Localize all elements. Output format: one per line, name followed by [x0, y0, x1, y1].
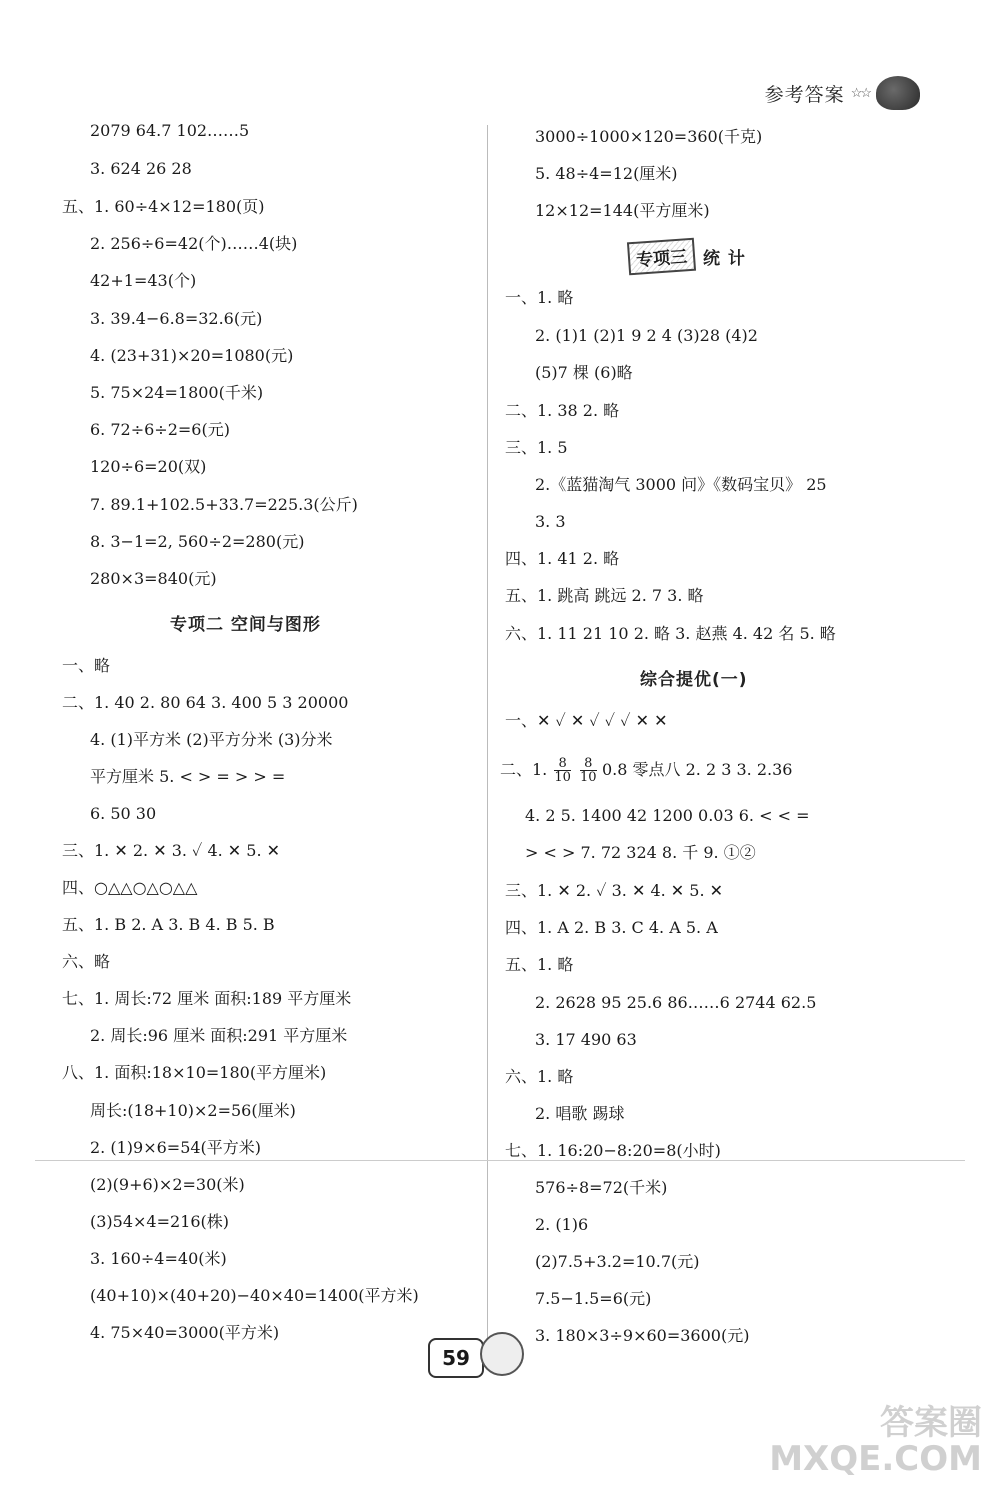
- right-answer-line: 4. 2 5. 1400 42 1200 0.03 6. < < =: [525, 806, 810, 825]
- watermark: 答案圈 MXQE.COM: [769, 1403, 982, 1479]
- page-number: 59: [428, 1338, 484, 1378]
- left-answer-line: 五、1. B 2. A 3. B 4. B 5. B: [62, 915, 275, 934]
- right-answer-line: 5. 48÷4=12(厘米): [535, 164, 678, 183]
- right-answer-line: 七、1. 16:20−8:20=8(小时): [505, 1141, 721, 1160]
- right-answer-line: 3. 17 490 63: [535, 1030, 637, 1049]
- left-answer-line: 2. (1)9×6=54(平方米): [90, 1138, 262, 1157]
- left-answer-line: 4. (23+31)×20=1080(元): [90, 346, 294, 365]
- fraction-1: $\frac{8}{10}$: [554, 756, 571, 785]
- left-answer-line: 42+1=43(个): [90, 271, 197, 290]
- right-answer-line: 2. 2628 95 25.6 86……6 2744 62.5: [535, 993, 817, 1012]
- fraction-line: [500, 757, 599, 784]
- right-answer-line: 四、1. A 2. B 3. C 4. A 5. A: [505, 918, 718, 937]
- left-answer-line: 3. 39.4−6.8=32.6(元): [90, 309, 263, 328]
- left-answer-line: 平方厘米 5. < > = > > =: [90, 767, 286, 786]
- right-answer-line: (5)7 棵 (6)略: [535, 363, 633, 382]
- left-answer-line: 3. 624 26 28: [90, 159, 192, 178]
- left-answer-line: 二、1. 40 2. 80 64 3. 400 5 3 20000: [62, 693, 349, 712]
- left-answer-line: 七、1. 周长:72 厘米 面积:189 平方厘米: [62, 989, 352, 1008]
- left-answer-line: 六、略: [62, 952, 111, 971]
- left-answer-line: 一、略: [62, 656, 111, 675]
- left-answer-line: 5. 75×24=1800(千米): [90, 383, 264, 402]
- right-answer-line: 二、1. 38 2. 略: [505, 401, 620, 420]
- left-answer-line: 6. 72÷6÷2=6(元): [90, 420, 230, 439]
- left-answer-line: 2079 64.7 102……5: [90, 121, 250, 140]
- left-answer-line: 6. 50 30: [90, 804, 157, 823]
- right-answer-line: 3000÷1000×120=360(千克): [535, 127, 763, 146]
- left-answer-line: 2. 256÷6=42(个)……4(块): [90, 234, 298, 253]
- section-stamp: 专项三: [627, 238, 696, 276]
- fraction-prefix: 二、1.: [500, 760, 548, 779]
- left-answer-line: 2. 周长:96 厘米 面积:291 平方厘米: [90, 1026, 348, 1045]
- left-answer-line: 4. 75×40=3000(平方米): [90, 1323, 280, 1342]
- fraction-2: $\frac{8}{10}$: [580, 756, 597, 785]
- right-answer-line: 576÷8=72(千米): [535, 1178, 668, 1197]
- right-answer-line: 3. 3: [535, 512, 566, 531]
- section-title-statistics: 统 计: [703, 249, 746, 269]
- left-answer-line: 8. 3−1=2, 560÷2=280(元): [90, 532, 305, 551]
- right-answer-line: 7.5−1.5=6(元): [535, 1289, 652, 1308]
- left-answer-line: 八、1. 面积:18×10=180(平方厘米): [62, 1063, 327, 1082]
- right-answer-line: 12×12=144(平方厘米): [535, 201, 710, 220]
- bottom-divider: [35, 1160, 965, 1161]
- section-title-comprehensive: 综合提优(一): [640, 670, 748, 690]
- right-answer-line: 0.8 零点八 2. 2 3 3. 2.36: [602, 760, 793, 779]
- right-answer-line: 2. 唱歌 踢球: [535, 1104, 625, 1123]
- left-answer-line: 7. 89.1+102.5+33.7=225.3(公斤): [90, 495, 358, 514]
- right-answer-line: 六、1. 略: [505, 1067, 574, 1086]
- left-answer-line: 120÷6=20(双): [90, 457, 207, 476]
- header-tag: [765, 76, 920, 110]
- right-answer-line: 五、1. 略: [505, 955, 574, 974]
- left-answer-line: 四、○△△○△○△△: [62, 878, 198, 897]
- right-answer-line: 五、1. 跳高 跳远 2. 7 3. 略: [505, 586, 704, 605]
- right-answer-line: 一、1. 略: [505, 288, 574, 307]
- stars-icon: ☆☆: [850, 85, 870, 101]
- left-answer-line: (40+10)×(40+20)−40×40=1400(平方米): [90, 1286, 419, 1305]
- bee-mascot-icon: [480, 1332, 524, 1376]
- left-answer-line: (2)(9+6)×2=30(米): [90, 1175, 245, 1194]
- left-answer-line: (3)54×4=216(株): [90, 1212, 230, 1231]
- right-answer-line: 2. (1)1 (2)1 9 2 4 (3)28 (4)2: [535, 326, 758, 345]
- right-answer-line: 三、1. 5: [505, 438, 568, 457]
- right-answer-line: 3. 180×3÷9×60=3600(元): [535, 1326, 750, 1345]
- left-answer-line: 五、1. 60÷4×12=180(页): [62, 197, 265, 216]
- left-answer-line: 3. 160÷4=40(米): [90, 1249, 227, 1268]
- right-answer-line: 四、1. 41 2. 略: [505, 549, 620, 568]
- header-label: 参考答案: [764, 83, 845, 106]
- left-answer-line: 三、1. ✕ 2. ✕ 3. ✓ 4. ✕ 5. ✕: [62, 841, 281, 860]
- right-answer-line: (2)7.5+3.2=10.7(元): [535, 1252, 700, 1271]
- column-divider: [487, 125, 488, 1350]
- right-answer-line: 六、1. 11 21 10 2. 略 3. 赵燕 4. 42 名 5. 略: [505, 624, 836, 643]
- section-header-statistics: [628, 240, 746, 273]
- right-answer-line: > < > 7. 72 324 8. 千 9. ①②: [525, 843, 756, 862]
- right-answer-line: 2.《蓝猫淘气 3000 问》《数码宝贝》 25: [535, 475, 827, 494]
- right-answer-line: 一、✕ ✓ ✕ ✓ ✓ ✓ ✕ ✕: [505, 711, 668, 730]
- left-answer-line: 280×3=840(元): [90, 569, 217, 588]
- left-answer-line: 周长:(18+10)×2=56(厘米): [90, 1101, 296, 1120]
- right-answer-line: 三、1. ✕ 2. ✓ 3. ✕ 4. ✕ 5. ✕: [505, 881, 724, 900]
- star-mascot-icon: [876, 76, 920, 110]
- right-answer-line: 2. (1)6: [535, 1215, 589, 1234]
- section-title-space-geometry: 专项二 空间与图形: [170, 615, 321, 635]
- left-answer-line: 4. (1)平方米 (2)平方分米 (3)分米: [90, 730, 333, 749]
